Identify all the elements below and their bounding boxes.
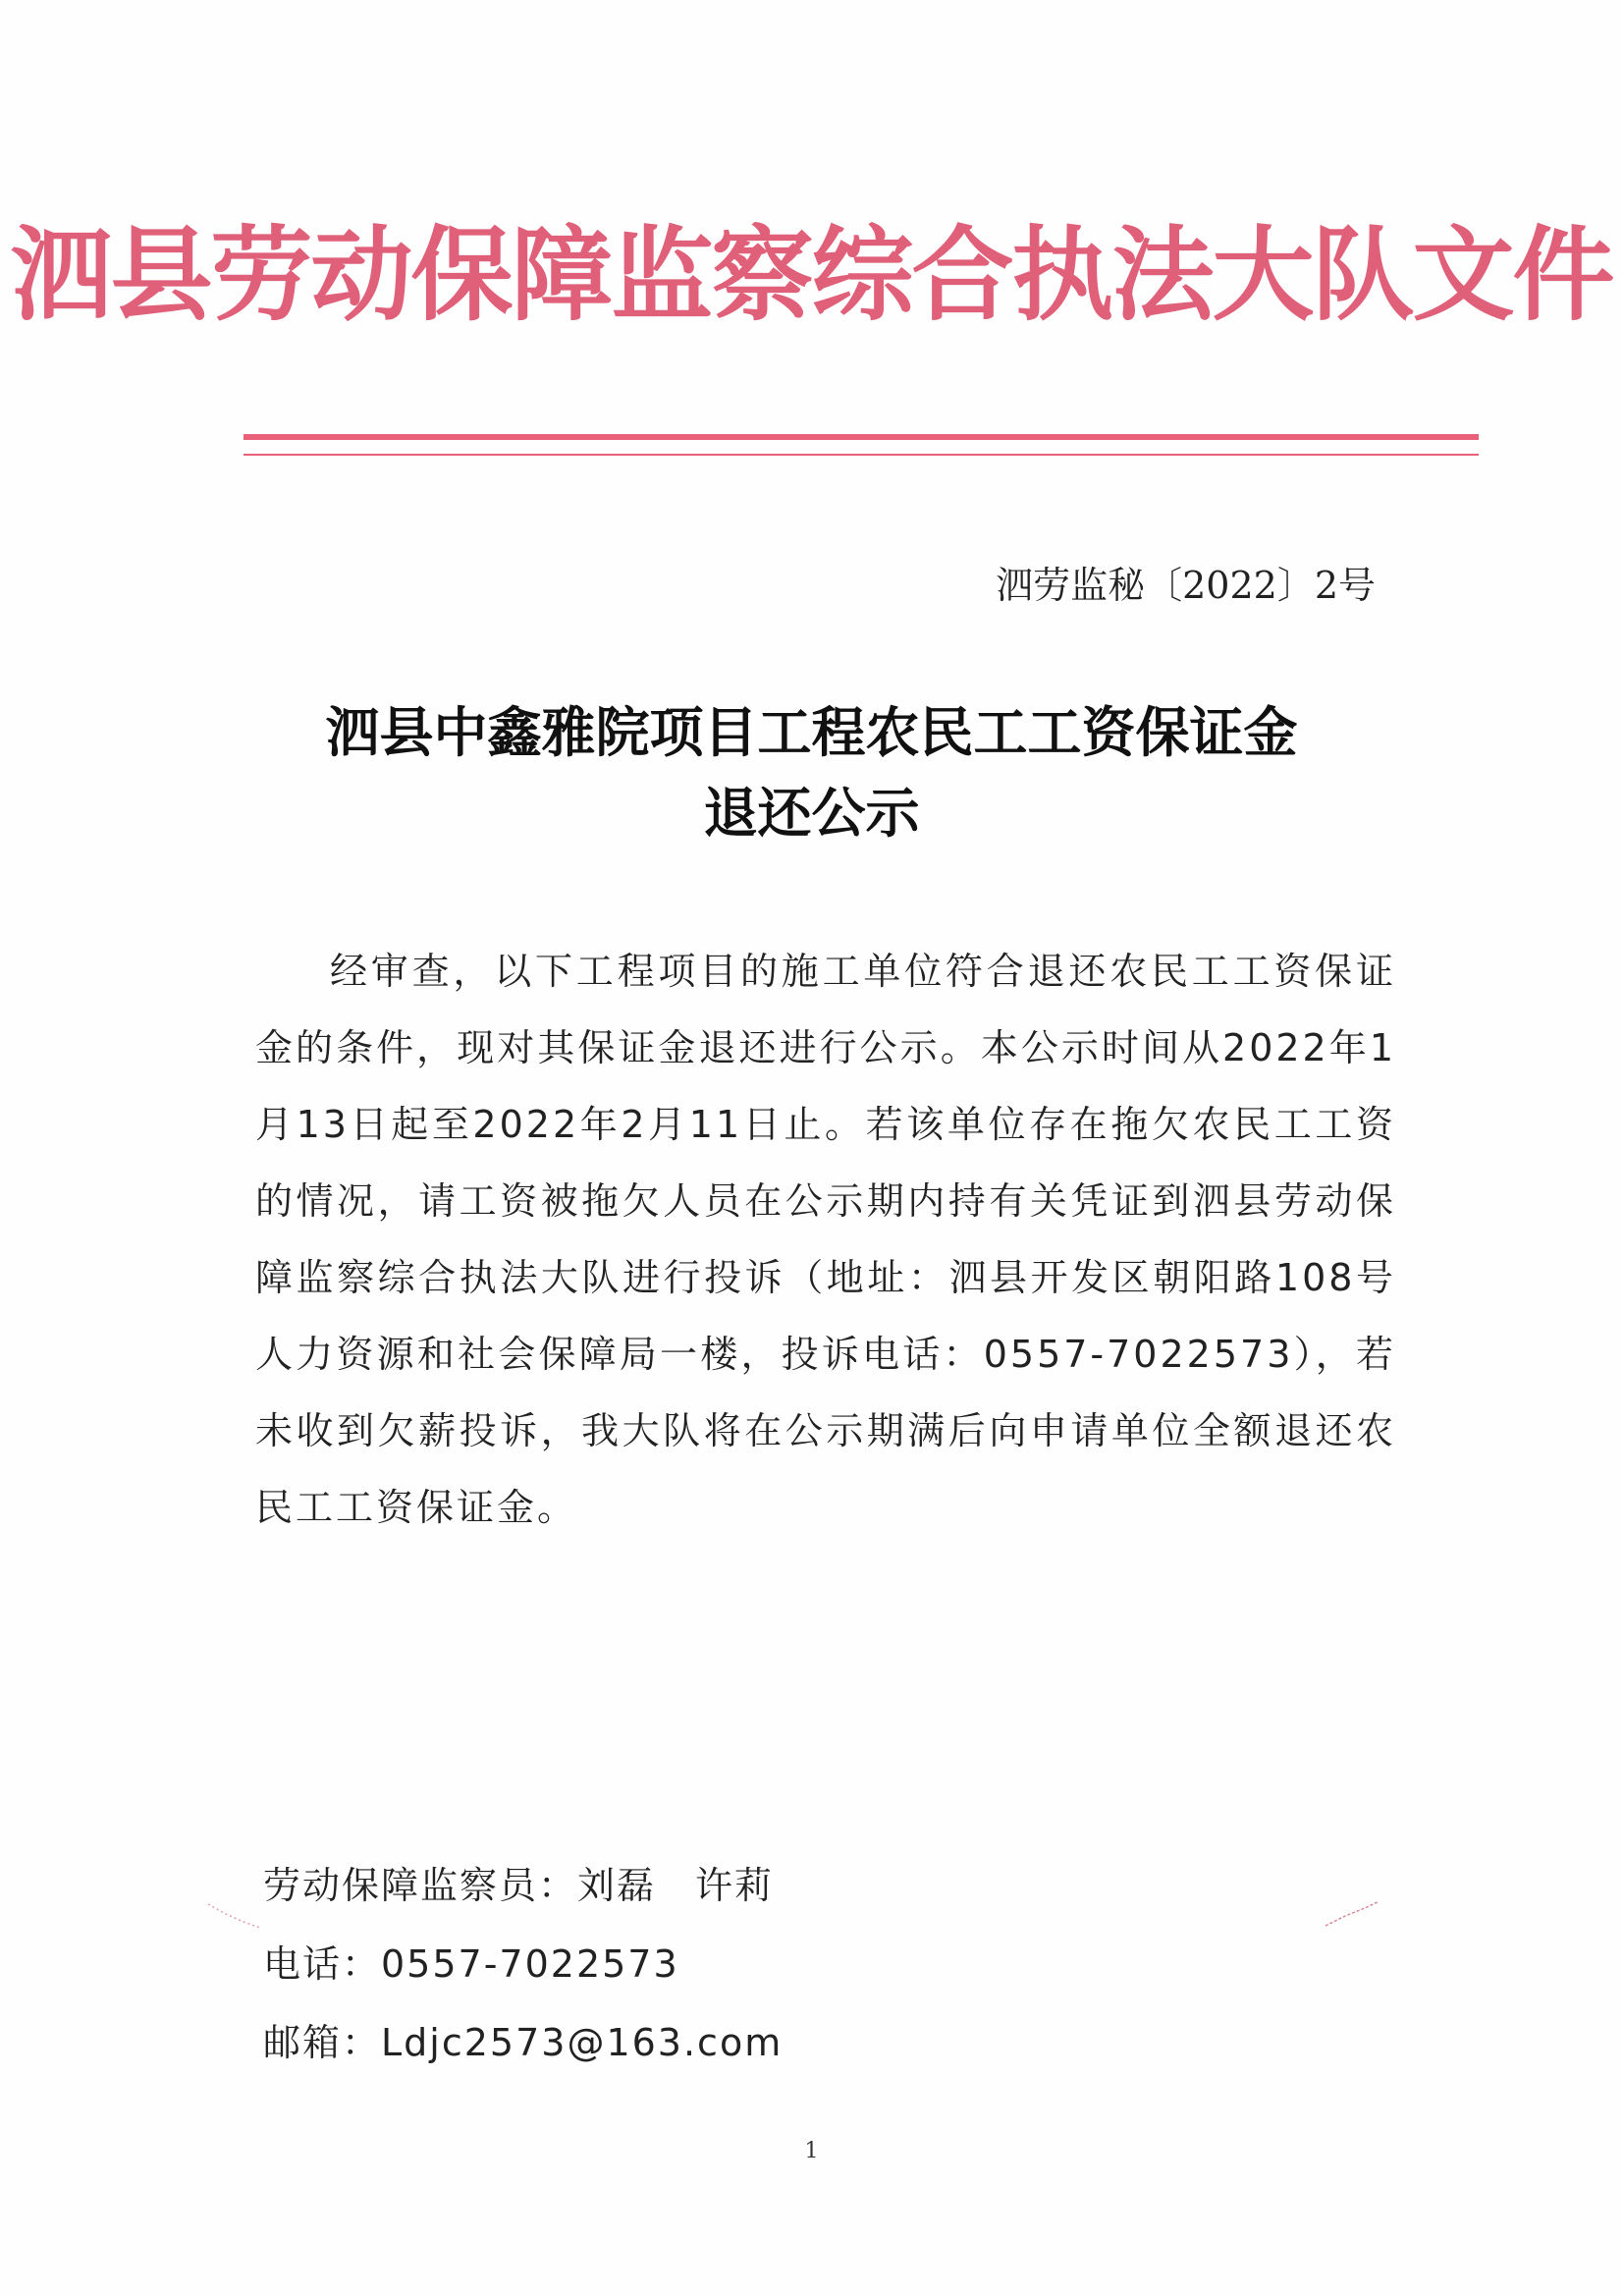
org-header-title: 泗县劳动保障监察综合执法大队文件 — [10, 214, 1613, 335]
document-title — [0, 692, 1623, 853]
email-line: 邮箱：Ldjc2573@163.com — [263, 2021, 784, 2064]
document-title-line-2: 退还公示 — [703, 781, 920, 845]
phone-line: 电话：0557-7022573 — [263, 1942, 679, 1986]
header-red-rule-thin — [243, 454, 1479, 456]
inspectors-line: 劳动保障监察员：刘磊 许莉 — [263, 1864, 775, 1907]
page-number: 1 — [804, 2139, 819, 2163]
document-title-line-1: 泗县中鑫雅院项目工程农民工工资保证金 — [325, 700, 1298, 764]
scan-smudge-right — [1321, 1900, 1380, 1930]
document-body-paragraph: 经审查，以下工程项目的施工单位符合退还农民工工资保证金的条件，现对其保证金退还进行公示。本公示时间从2022年1月13日起至2022年2月11日止。若该单位存在拖欠农民工工资的情况，请工资被拖欠人员在公示期内持有关凭证到泗县劳动保障监察综合执法大队进行投诉（地址：泗县开发区朝阳路108号人力资源和社会保障局一楼，投诉电话：0557-7022573），若未收到欠薪投诉，我大队将在公示期满后向申请单位全额退还农民工工资保证金。 — [255, 950, 1396, 1529]
document-number: 泗劳监秘〔2022〕2号 — [996, 564, 1376, 607]
scan-smudge-left — [206, 1900, 265, 1930]
contact-block — [263, 1846, 783, 2082]
header-red-rule-thick — [243, 434, 1479, 440]
